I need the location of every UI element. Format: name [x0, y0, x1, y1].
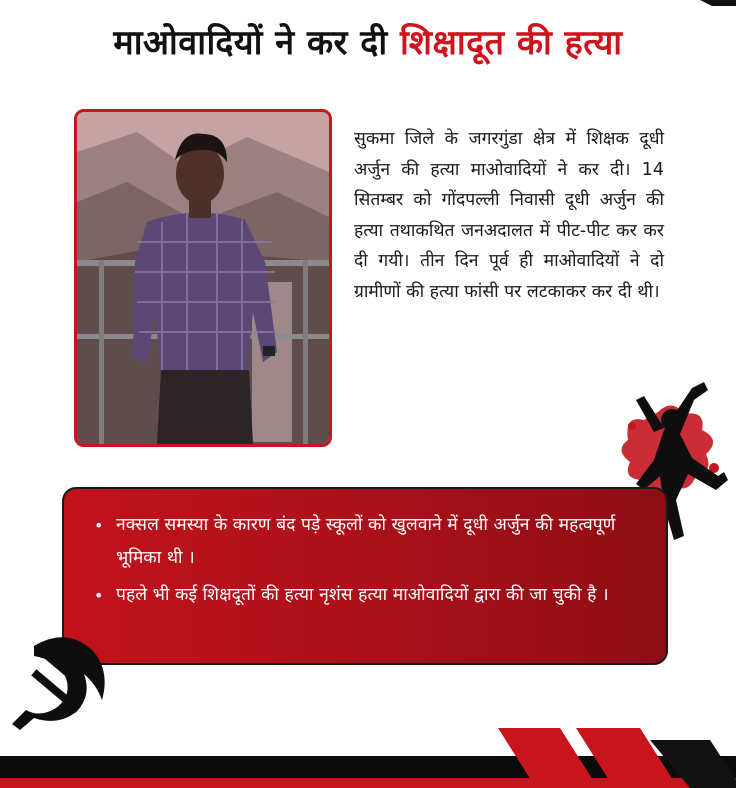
top-decorative-strip: [0, 0, 736, 14]
page-title: [0, 18, 736, 64]
bullet-icon: •: [94, 586, 104, 605]
key-point-1: [94, 509, 640, 575]
photo-illustration: [77, 112, 329, 444]
title-part-red: शिक्षादूत की हत्या: [400, 23, 623, 63]
hammer-sickle-icon: [6, 622, 116, 732]
key-points-box: [62, 487, 668, 665]
key-point-2-text: पहले भी कई शिक्षदूतों की हत्या नृशंस हत्या माओवादियों द्वारा की जा चुकी है ।: [116, 585, 609, 605]
key-point-1-text: नक्सल समस्या के कारण बंद पड़े स्कूलों को खुलवाने में दूधी अर्जुन की महत्वपूर्ण भूमिका थी ।: [116, 515, 616, 568]
key-points-list: [94, 509, 640, 612]
victim-photo: [74, 109, 332, 447]
bottom-decorative-bar: [0, 728, 736, 788]
title-part-black: माओवादियों ने कर दी: [113, 23, 388, 63]
key-point-2: [94, 579, 640, 612]
bullet-icon: •: [94, 516, 104, 535]
article-paragraph: सुकमा जिले के जगरगुंडा क्षेत्र में शिक्षक दूधी अर्जुन की हत्या माओवादियों ने कर दी। 14 सितम्बर को गोंदपल्ली निवासी दूधी अर्जुन की हत्या तथाकथित जनअदालत में पीट-पीट कर कर दी गयी। तीन दिन पूर्व ही माओवादियों ने दो ग्रामीणों की हत्या फांसी पर लटकाकर कर दी थी।: [354, 129, 664, 302]
